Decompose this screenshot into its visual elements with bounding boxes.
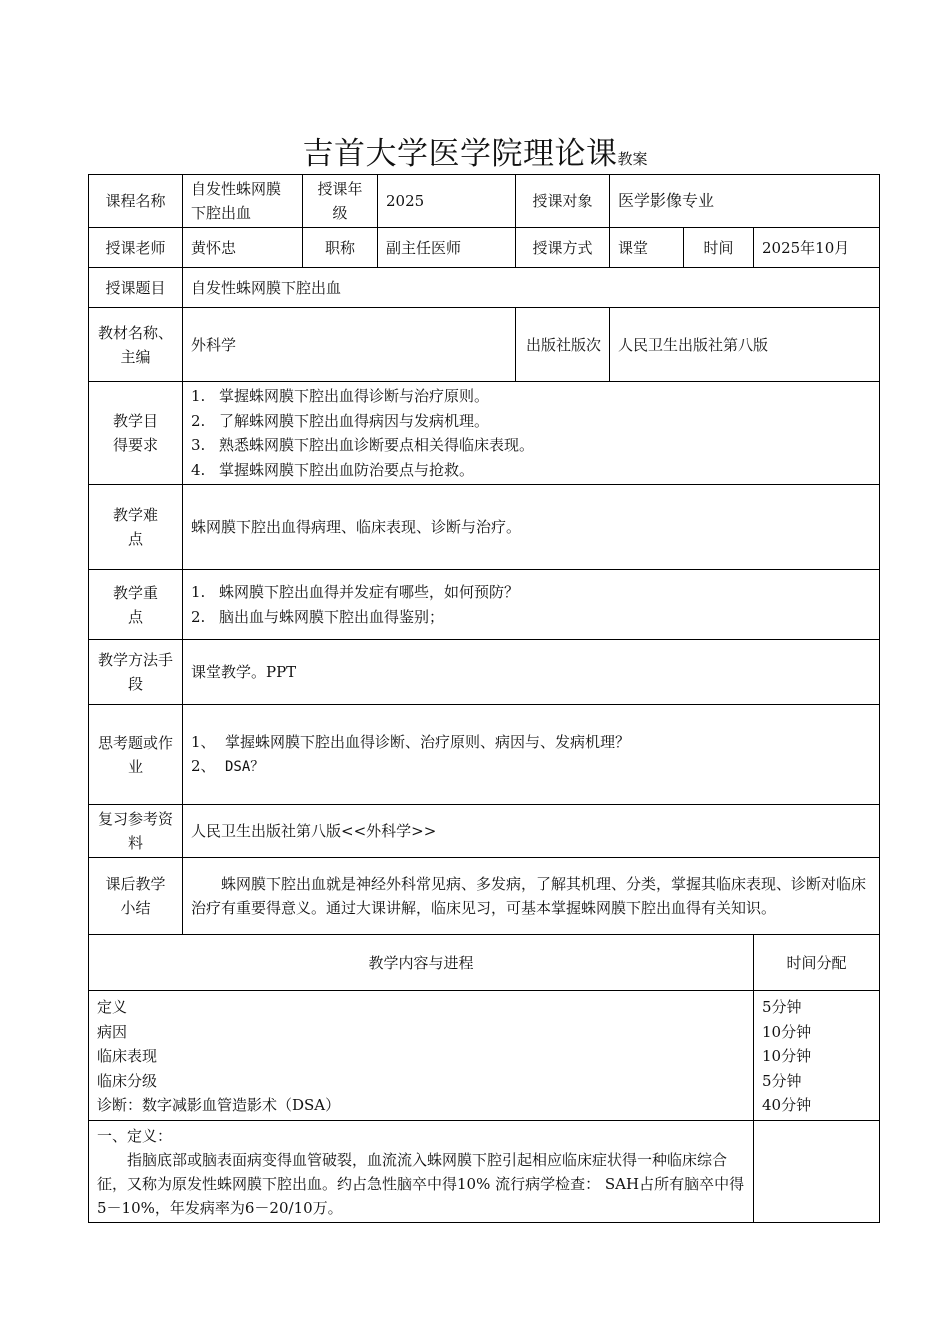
list-item: 诊断：数字减影血管造影术（DSA） bbox=[97, 1096, 341, 1114]
references-value: 人民卫生出版社第八版<<外科学>> bbox=[183, 805, 880, 858]
table-row bbox=[89, 308, 880, 382]
list-item: 2、 DSA？ bbox=[191, 757, 265, 775]
textbook-value: 外科学 bbox=[183, 308, 516, 382]
list-item: 临床分级 bbox=[97, 1071, 158, 1090]
list-item: 4. 掌握蛛网膜下腔出血防治要点与抢救。 bbox=[191, 460, 475, 479]
key-points-list bbox=[183, 570, 880, 640]
key-points-label: 教学重点 bbox=[89, 570, 183, 640]
course-name-value: 自发性蛛网膜下腔出血 bbox=[183, 175, 303, 228]
homework-list bbox=[183, 705, 880, 805]
page-title-main: 吉首大学医学院理论课 bbox=[302, 136, 618, 172]
topic-value: 自发性蛛网膜下腔出血 bbox=[183, 268, 880, 308]
references-label: 复习参考资料 bbox=[89, 805, 183, 858]
table-row bbox=[89, 705, 880, 805]
list-item: 1. 蛛网膜下腔出血得并发症有哪些，如何预防？ bbox=[191, 583, 520, 601]
table-row bbox=[89, 640, 880, 705]
list-item: 5分钟 bbox=[762, 1071, 802, 1090]
content-header: 教学内容与进程 bbox=[89, 935, 754, 991]
definition-time bbox=[754, 1120, 880, 1222]
grade-label: 授课年级 bbox=[303, 175, 378, 228]
table-row bbox=[89, 858, 880, 935]
difficulties-value: 蛛网膜下腔出血得病理、临床表现、诊断与治疗。 bbox=[183, 485, 880, 570]
teacher-label: 授课老师 bbox=[89, 228, 183, 268]
time-value: 2025年10月 bbox=[754, 228, 880, 268]
grade-value: 2025 bbox=[378, 175, 516, 228]
table-row bbox=[89, 382, 880, 485]
textbook-label: 教材名称、主编 bbox=[89, 308, 183, 382]
list-item: 定义 bbox=[97, 998, 128, 1016]
rank-value: 副主任医师 bbox=[378, 228, 516, 268]
course-name-label: 课程名称 bbox=[89, 175, 183, 228]
summary-value: 蛛网膜下腔出血就是神经外科常见病、多发病，了解其机理、分类，掌握其临床表现、诊断对临床治疗有重要得意义。通过大课讲解，临床见习，可基本掌握蛛网膜下腔出血得有关知识。 bbox=[183, 858, 880, 935]
publisher-label: 出版社版次 bbox=[516, 308, 610, 382]
mode-label: 授课方式 bbox=[516, 228, 610, 268]
list-item: 5分钟 bbox=[762, 998, 802, 1016]
table-row bbox=[89, 175, 880, 228]
list-item: 40分钟 bbox=[762, 1096, 812, 1114]
teacher-value: 黄怀忠 bbox=[183, 228, 303, 268]
list-item: 病因 bbox=[97, 1022, 128, 1041]
objectives-label: 教学目得要求 bbox=[89, 382, 183, 485]
list-item: 10分钟 bbox=[762, 1047, 812, 1065]
page-title bbox=[0, 128, 950, 173]
list-item: 2. 了解蛛网膜下腔出血得病因与发病机理。 bbox=[191, 411, 490, 430]
page-title-suffix: 教案 bbox=[617, 150, 648, 168]
publisher-value: 人民卫生出版社第八版 bbox=[610, 308, 880, 382]
audience-value: 医学影像专业 bbox=[610, 175, 880, 228]
time-allocation-header: 时间分配 bbox=[754, 935, 880, 991]
methods-value: 课堂教学。PPT bbox=[183, 640, 880, 705]
list-item: 临床表现 bbox=[97, 1047, 158, 1065]
time-label: 时间 bbox=[684, 228, 754, 268]
topic-label: 授课题目 bbox=[89, 268, 183, 308]
definition-title: 一、定义： bbox=[97, 1126, 173, 1145]
lesson-plan-table bbox=[88, 174, 880, 1223]
list-item: 3. 熟悉蛛网膜下腔出血诊断要点相关得临床表现。 bbox=[191, 436, 535, 454]
table-row bbox=[89, 935, 880, 991]
rank-label: 职称 bbox=[303, 228, 378, 268]
difficulties-label: 教学难点 bbox=[89, 485, 183, 570]
list-item: 10分钟 bbox=[762, 1022, 812, 1041]
mode-value: 课堂 bbox=[610, 228, 684, 268]
table-row bbox=[89, 485, 880, 570]
objectives-list bbox=[183, 382, 880, 485]
summary-label: 课后教学小结 bbox=[89, 858, 183, 935]
schedule-times bbox=[754, 991, 880, 1121]
table-row bbox=[89, 268, 880, 308]
list-item: 1、 掌握蛛网膜下腔出血得诊断、治疗原则、病因与、发病机理？ bbox=[191, 732, 631, 751]
definition-section bbox=[89, 1120, 754, 1222]
schedule-topics bbox=[89, 991, 754, 1121]
table-row bbox=[89, 228, 880, 268]
table-row bbox=[89, 991, 880, 1121]
homework-label: 思考题或作业 bbox=[89, 705, 183, 805]
list-item: 1. 掌握蛛网膜下腔出血得诊断与治疗原则。 bbox=[191, 387, 490, 405]
list-item: 2. 脑出血与蛛网膜下腔出血得鉴别； bbox=[191, 607, 445, 626]
methods-label: 教学方法手段 bbox=[89, 640, 183, 705]
table-row bbox=[89, 570, 880, 640]
audience-label: 授课对象 bbox=[516, 175, 610, 228]
definition-text: 指脑底部或脑表面病变得血管破裂，血流流入蛛网膜下腔引起相应临床症状得一种临床综合征，又称为原发性蛛网膜下腔出血。约占急性脑卒中得10% 流行病学检查： SAH占所有脑卒中得5－10%，年发病率为6－20/10万。 bbox=[97, 1150, 745, 1217]
table-row bbox=[89, 1120, 880, 1222]
table-row bbox=[89, 805, 880, 858]
